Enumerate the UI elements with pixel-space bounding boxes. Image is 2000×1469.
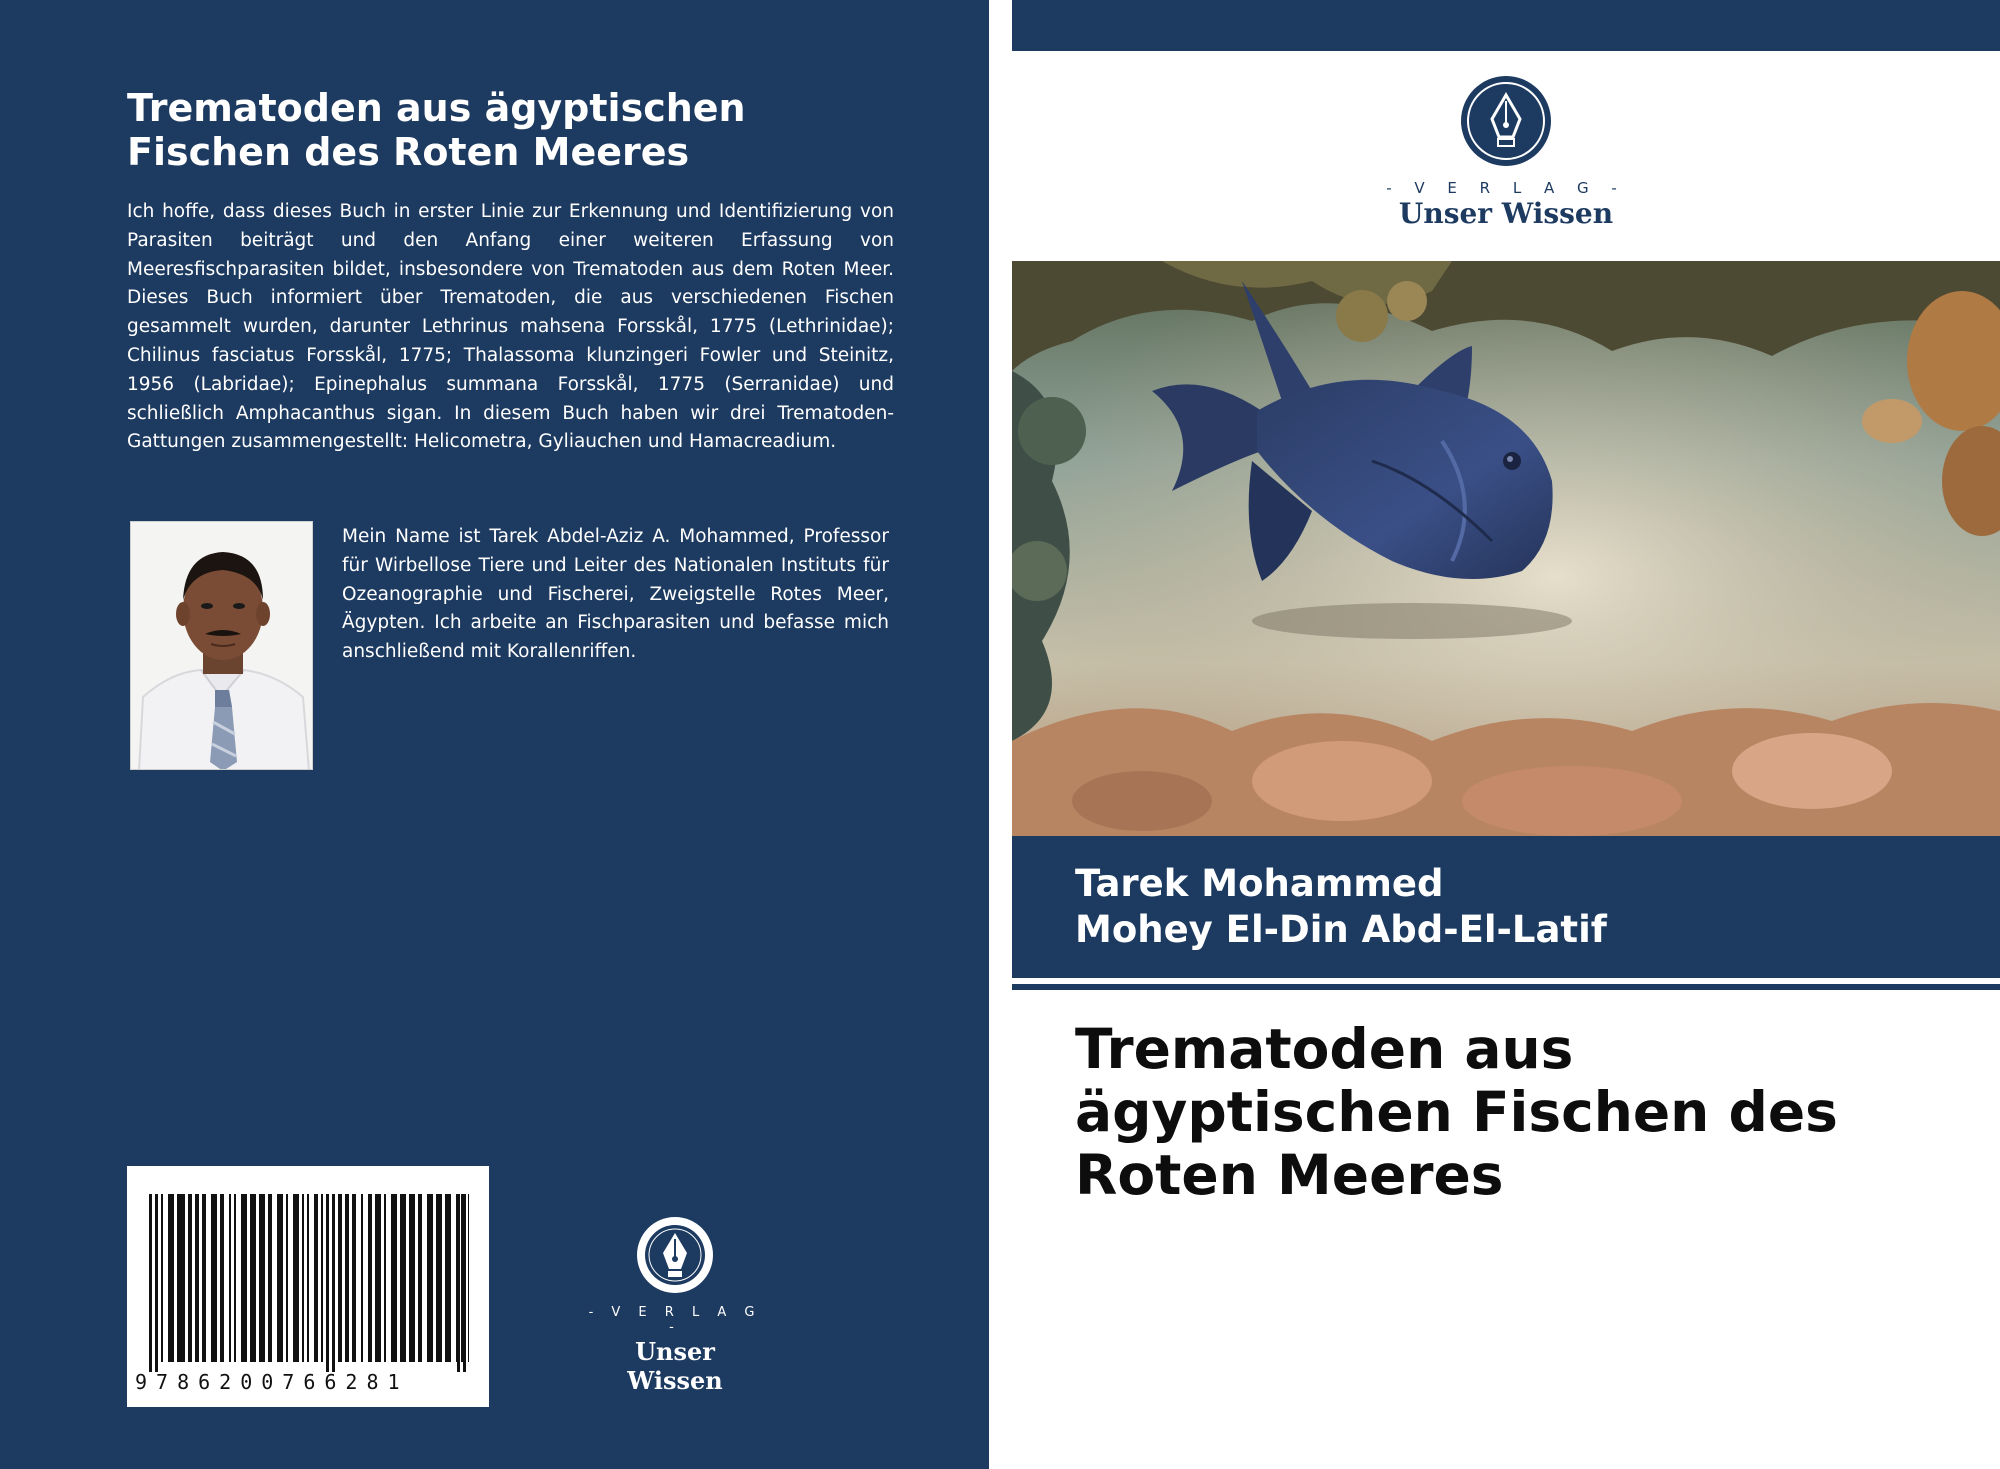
front-title-line-1: Trematoden aus [1075,1017,1574,1081]
front-title-line-3: Roten Meeres [1075,1143,1504,1207]
barcode-bar [220,1194,224,1362]
back-logo-brand: Unser Wissen [627,1337,723,1395]
barcode-bar [352,1194,356,1362]
barcode-bar [326,1194,329,1372]
triggerfish-reef-icon [1012,261,2000,836]
back-cover-blurb: Ich hoffe, dass dieses Buch in erster Linie zur Erkennung und Identifizierung von Parasiten beiträgt und den Anfang einer weiteren Erfassung von Meeresfischparasiten bildet, insbesondere von Trematoden aus dem Roten Meer. Dieses Buch informiert über Trematoden, die aus verschiedenen Fischen gesammelt wurden, darunter Lethrinus mahsena Forsskål, 1775 (Lethrinidae); Chilinus fasciatus Forsskål, 1775; Thalassoma klunzingeri Fowler und Steinitz, 1956 (Labridae); Epinephalus summana Forsskål, 1775 (Serranidae) und schließlich Amphacanthus sigan. In diesem Buch haben wir drei Trematoden-Gattungen zusammengestellt: Helicometra, Gyliauchen und Hamacreadium. [127,201,894,453]
barcode-bar [293,1194,299,1362]
barcode-bar [384,1194,386,1362]
barcode-bar [418,1194,422,1362]
barcode-bar [457,1194,460,1372]
isbn-barcode [127,1166,489,1407]
barcode-bar [368,1194,372,1362]
front-logo-brand: Unser Wissen [1398,197,1614,230]
barcode-bar [259,1194,265,1362]
barcode-bar [391,1194,397,1362]
barcode-bar [168,1194,174,1362]
front-cover [1012,0,2000,1469]
barcode-bar [161,1194,163,1362]
barcode-bar [338,1194,342,1362]
cover-photo-triggerfish [1012,261,2000,836]
back-title-line-1: Trematoden aus ägyptischen [127,86,746,130]
barcode-bar [468,1194,469,1362]
barcode-bar [202,1194,206,1362]
barcode-bar [277,1194,283,1362]
publisher-logo-icon [635,1215,715,1295]
authors-band [1012,836,2000,978]
barcode-bar [314,1194,318,1362]
barcode-bar [229,1194,231,1362]
barcode-bar [241,1194,247,1362]
front-title-line-2: ägyptischen Fischen des [1075,1080,1838,1144]
front-logo-verlag: - V E R L A G - [1386,179,1626,197]
barcode-bar [321,1194,323,1362]
barcode-bar [375,1194,381,1362]
barcode-bar [345,1194,349,1362]
back-cover [0,0,989,1469]
barcode-bar [436,1194,442,1362]
barcode-bar [463,1194,466,1372]
front-top-bar [1012,0,2000,51]
back-cover-title [127,86,927,174]
barcode-bar [195,1194,199,1362]
barcode-bar [250,1194,256,1362]
barcode-bar [188,1194,192,1362]
barcode-bar [400,1194,406,1362]
front-cover-title [1075,1018,1955,1207]
barcode-bar [332,1194,335,1372]
author-bio: Mein Name ist Tarek Abdel-Aziz A. Mohammed, Professor für Wirbellose Tiere und Leiter des Nationalen Instituts für Ozeanographie und Fischerei, Zweigstelle Rotes Meer, Ägypten. Ich arbeite an Fischparasiten und befasse mich anschließend mit Korallenriffen. [342,526,889,663]
author-portrait [130,521,313,770]
barcode-bar [302,1194,304,1362]
barcode-bars [147,1194,469,1372]
divider-rule [1012,984,2000,990]
isbn-digits: 9786200766281 [135,1370,409,1394]
barcode-bar [149,1194,152,1372]
publisher-logo-icon [1460,75,1552,167]
barcode-bar [361,1194,363,1362]
author-name-2: Mohey El-Din Abd-El-Latif [1075,908,1607,951]
front-publisher-logo [1366,75,1646,230]
barcode-bar [286,1194,288,1362]
author-name-1: Tarek Mohammed [1075,862,1444,905]
barcode-bar [211,1194,217,1362]
spine-gap [989,0,1012,1469]
barcode-bar [307,1194,309,1362]
barcode-bar [177,1194,185,1362]
barcode-bar [427,1194,433,1362]
barcode-bar [445,1194,451,1362]
author-portrait-icon [131,522,313,770]
back-publisher-logo [585,1215,765,1395]
barcode-bar [155,1194,158,1372]
back-title-line-2: Fischen des Roten Meeres [127,130,690,174]
barcode-bar [268,1194,272,1362]
back-logo-verlag: - V E R L A G - [588,1305,762,1335]
barcode-bar [234,1194,236,1362]
barcode-bar [409,1194,415,1362]
